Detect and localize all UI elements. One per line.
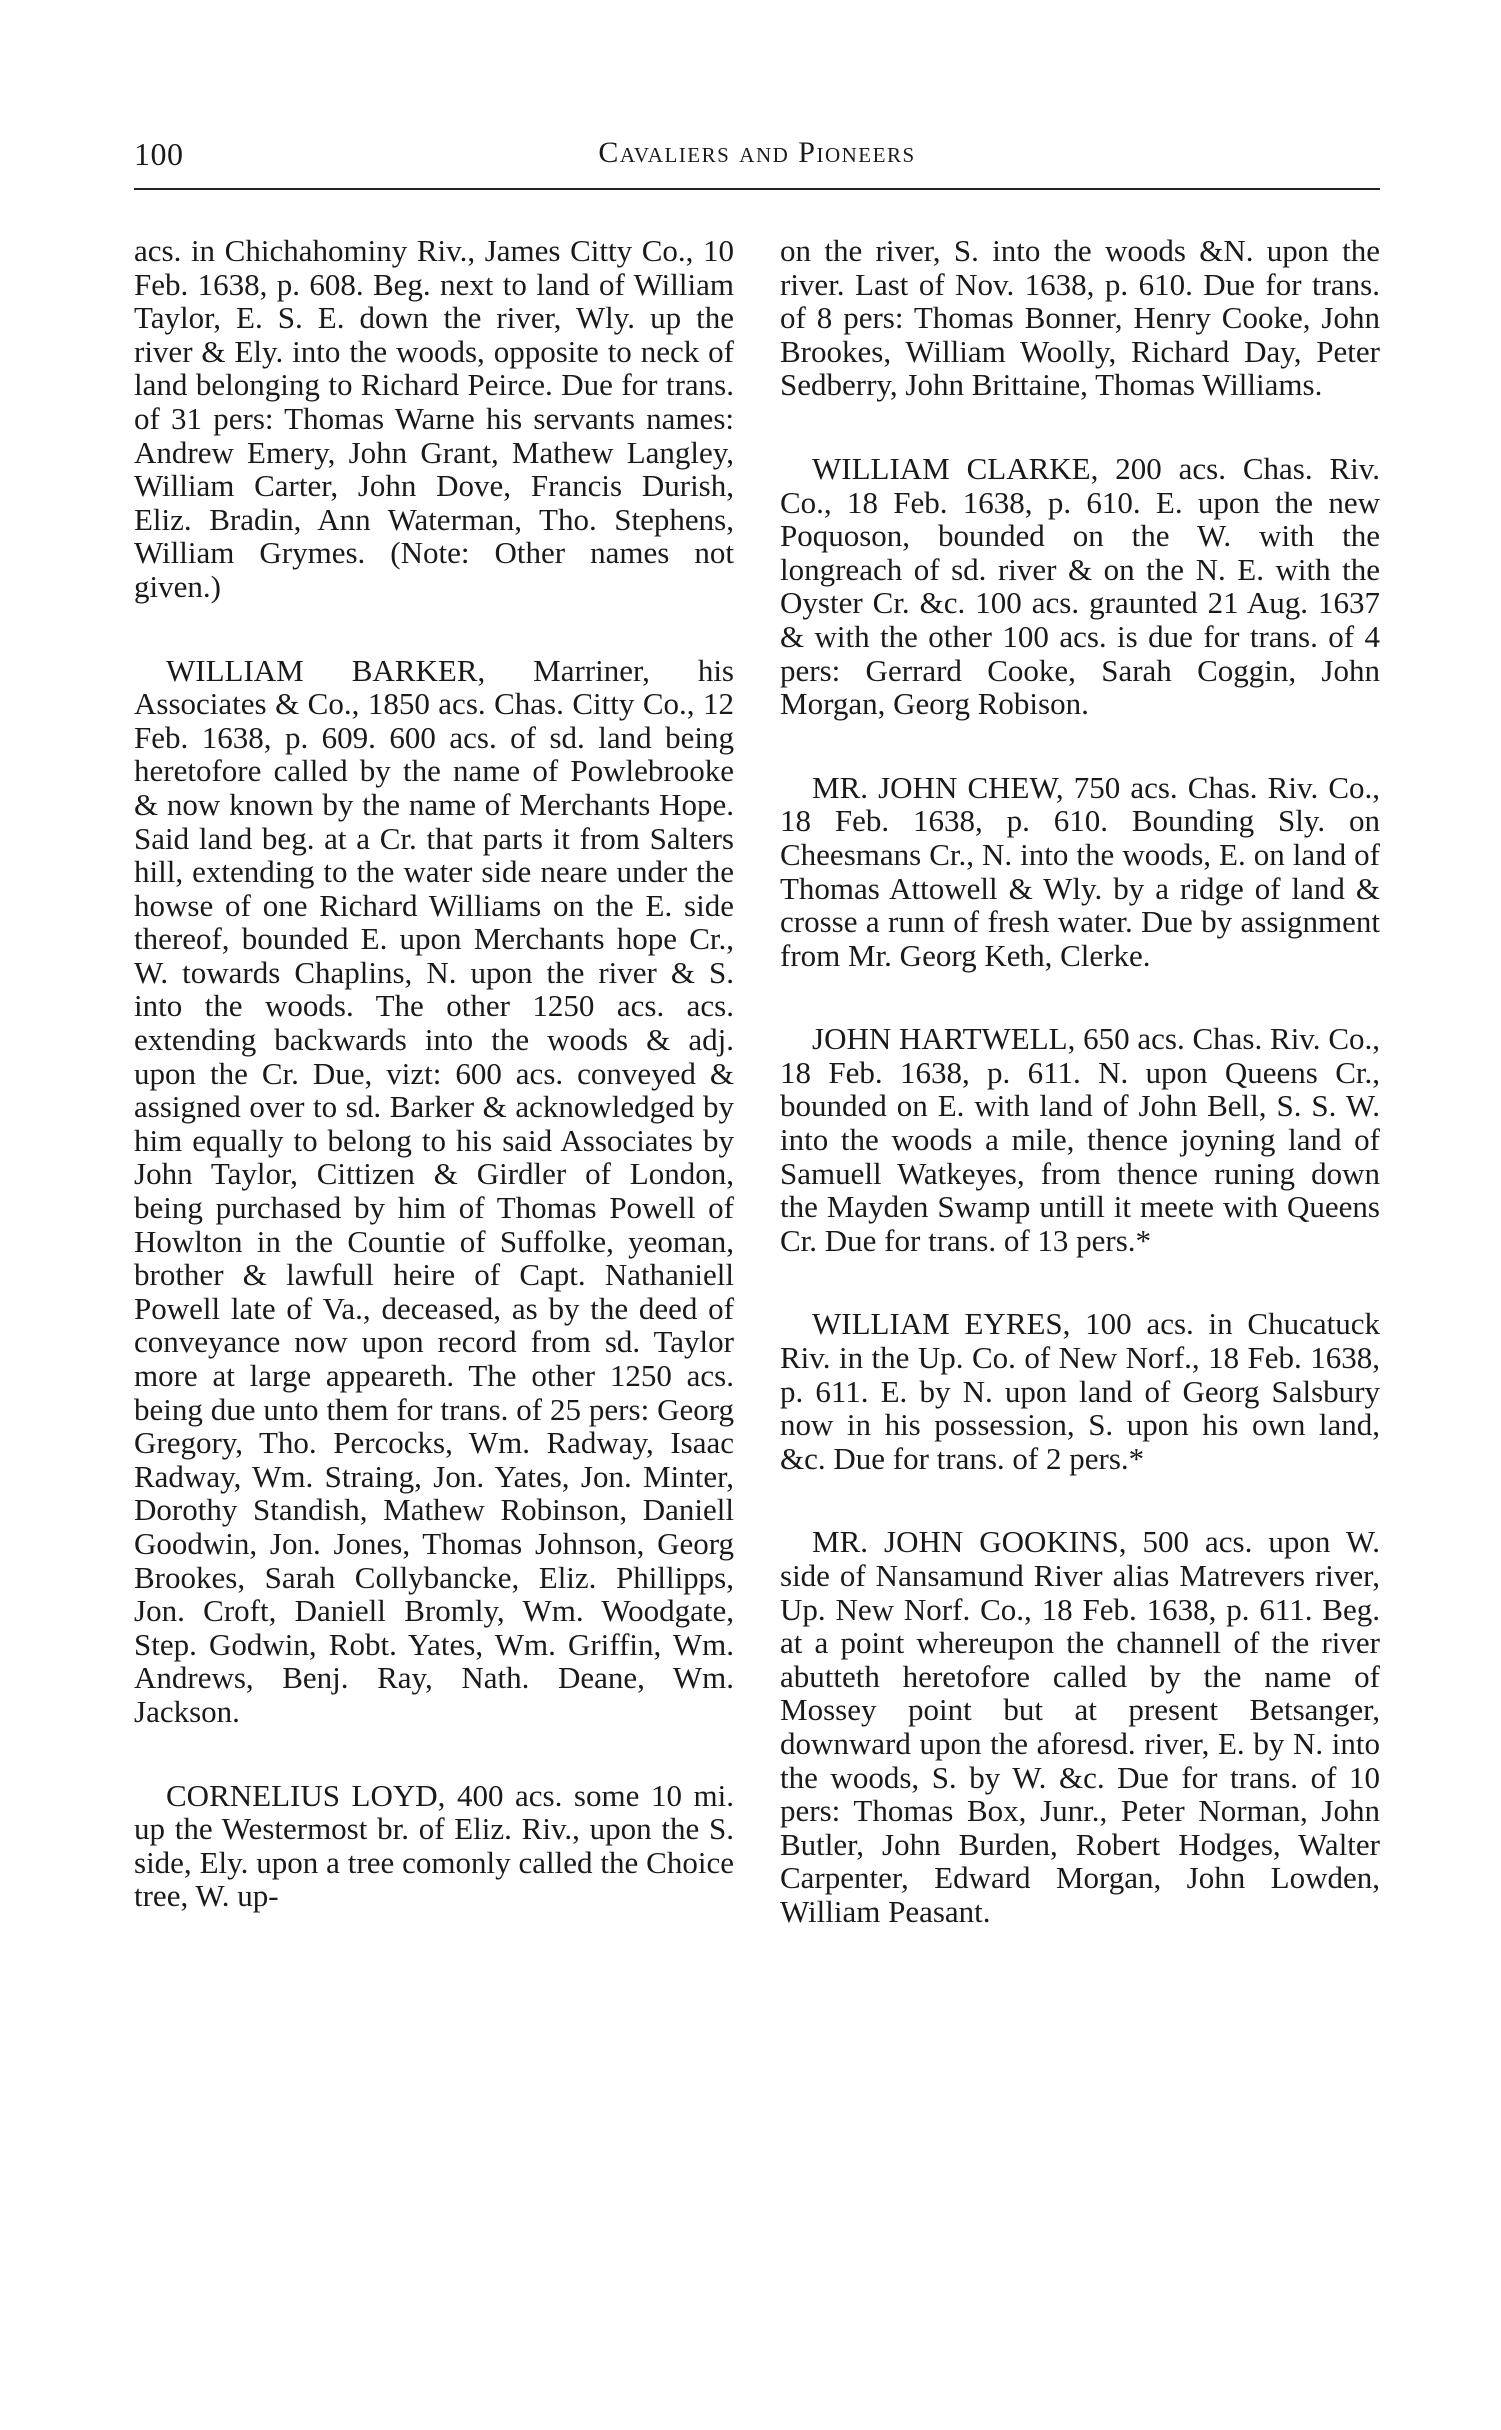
entry-john-chew: MR. JOHN CHEW, 750 acs. Chas. Riv. Co., 18 Feb. 1638, p. 610. Bounding Sly. on Cheesmans Cr., N. into the woods, E. on land of Thomas Attowell & Wly. by a ridge of land & crosse a runn of fresh water. Due by assignment from Mr. Georg Keth, Clerke. bbox=[780, 769, 1380, 973]
entry-william-eyres: WILLIAM EYRES, 100 acs. in Chucatuck Riv. in the Up. Co. of New Norf., 18 Feb. 1638, p. 611. E. by N. upon land of Georg Salsbury now in his possession, S. upon his own land, &c. Due for trans. of 2 pers.* bbox=[780, 1306, 1380, 1476]
running-head: Cavaliers and Pioneers bbox=[598, 136, 916, 169]
entry-continued-loyd: on the river, S. into the woods &N. upon the river. Last of Nov. 1638, p. 610. Due for trans. of 8 pers: Thomas Bonner, Henry Cooke, John Brookes, William Woolly, Richard Day, Peter Sedberry, John Brittaine, Thomas Williams. bbox=[780, 233, 1380, 403]
page-number: 100 bbox=[134, 136, 184, 172]
entry-john-hartwell: JOHN HARTWELL, 650 acs. Chas. Riv. Co., 18 Feb. 1638, p. 611. N. upon Queens Cr., bounded on E. with land of John Bell, S. S. W. into the woods a mile, thence joyning land of Samuell Watkeyes, from thence runing down the Mayden Swamp untill it meete with Queens Cr. Due for trans. of 13 pers.* bbox=[780, 1021, 1380, 1258]
entry-william-clarke: WILLIAM CLARKE, 200 acs. Chas. Riv. Co., 18 Feb. 1638, p. 610. E. upon the new Poquoson, bounded on the W. with the longreach of sd. river & on the N. E. with the Oyster Cr. &c. 100 acs. graunted 21 Aug. 1637 & with the other 100 acs. is due for trans. of 4 pers: Gerrard Cooke, Sarah Coggin, John Morgan, Georg Robison. bbox=[780, 450, 1380, 722]
entry-john-gookins: MR. JOHN GOOKINS, 500 acs. upon W. side of Nansamund River alias Matrevers river, Up. New Norf. Co., 18 Feb. 1638, p. 611. Beg. at a point whereupon the channell of the river abutteth heretofore called by the name of Mossey point but at present Betsanger, downward upon the aforesd. river, E. by N. into the woods, S. by W. &c. Due for trans. of 10 pers: Thomas Box, Junr., Peter Norman, John Butler, John Burden, Robert Hodges, Walter Carpenter, Edward Morgan, John Lowden, William Peasant. bbox=[780, 1524, 1380, 1929]
entry-william-barker: WILLIAM BARKER, Marriner, his Associates & Co., 1850 acs. Chas. Citty Co., 12 Feb. 1638, p. 609. 600 acs. of sd. land being heretofore called by the name of Powlebrooke & now known by the name of Merchants Hope. Said land beg. at a Cr. that parts it from Salters hill, extending to the water side neare under the howse of one Richard Williams on the E. side thereof, bounded E. upon Merchants hope Cr., W. towards Chaplins, N. upon the river & S. into the woods. The other 1250 acs. acs. extending backwards into the woods & adj. upon the Cr. Due, vizt: 600 acs. conveyed & assigned over to sd. Barker & acknowledged by him equally to belong to his said Associates by John Taylor, Cittizen & Girdler of London, being purchased by him of Thomas Powell of Howlton in the Countie of Suffolke, yeoman, brother & lawfull heire of Capt. Nathaniell Powell late of Va., deceased, as by the deed of conveyance now upon record from sd. Taylor more at large appeareth. The other 1250 acs. being due unto them for trans. of 25 pers: Georg Gregory, Tho. Percocks, Wm. Radway, Isaac Radway, Wm. Straing, Jon. Yates, Jon. Minter, Dorothy Standish, Mathew Robinson, Daniell Goodwin, Jon. Jones, Thomas Johnson, Georg Brookes, Sarah Collybancke, Eliz. Phillipps, Jon. Croft, Daniell Bromly, Wm. Woodgate, Step. Godwin, Robt. Yates, Wm. Griffin, Wm. Andrews, Benj. Ray, Nath. Deane, Wm. Jackson. bbox=[134, 652, 734, 1729]
left-column bbox=[134, 234, 734, 1963]
entry-continued: acs. in Chichahominy Riv., James Citty Co., 10 Feb. 1638, p. 608. Beg. next to land of William Taylor, E. S. E. down the river, Wly. up the river & Ely. into the woods, opposite to neck of land belonging to Richard Peirce. Due for trans. of 31 pers: Thomas Warne his servants names: Andrew Emery, John Grant, Mathew Langley, William Carter, John Dove, Francis Durish, Eliz. Bradin, Ann Waterman, Tho. Stephens, William Grymes. (Note: Other names not given.) bbox=[134, 233, 734, 604]
right-column bbox=[780, 234, 1380, 1979]
page-header bbox=[134, 132, 1380, 190]
entry-cornelius-loyd: CORNELIUS LOYD, 400 acs. some 10 mi. up the Westermost br. of Eliz. Riv., upon the S. side, Ely. upon a tree comonly called the Choice tree, W. up- bbox=[134, 1777, 734, 1914]
